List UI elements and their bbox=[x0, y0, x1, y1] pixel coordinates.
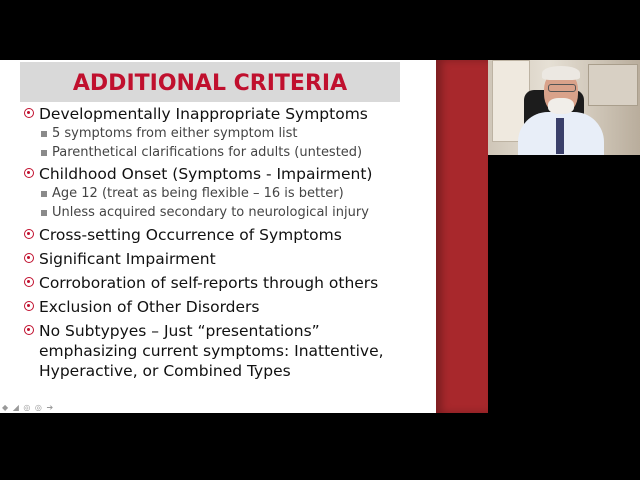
webcam-presenter-beard bbox=[548, 98, 574, 114]
sub-bullet-text: 5 symptoms from either symptom list bbox=[52, 126, 298, 141]
square-bullet-icon bbox=[41, 150, 47, 156]
square-bullet-icon bbox=[41, 131, 47, 137]
bullet-item bbox=[24, 225, 436, 245]
webcam-presenter-hair bbox=[542, 66, 580, 80]
bullet-text: Corroboration of self-reports through others bbox=[39, 274, 379, 292]
sub-bullet-item bbox=[24, 203, 436, 222]
webcam-presenter-glasses bbox=[548, 84, 576, 92]
bullet-icon bbox=[24, 325, 34, 335]
bullet-text: Cross-setting Occurrence of Symptoms bbox=[39, 226, 342, 244]
bullet-item bbox=[24, 164, 436, 184]
bullet-text: Childhood Onset (Symptoms - Impairment) bbox=[39, 165, 373, 183]
bullet-item bbox=[24, 321, 436, 381]
bullet-icon bbox=[24, 168, 34, 178]
bullet-text: Exclusion of Other Disorders bbox=[39, 298, 260, 316]
bullet-item bbox=[24, 104, 436, 124]
sub-bullet-item bbox=[24, 143, 436, 162]
webcam-presenter-tie bbox=[556, 118, 564, 154]
sub-bullet-item bbox=[24, 184, 436, 203]
sub-bullet-text: Parenthetical clarifications for adults (untested) bbox=[52, 145, 363, 160]
bullet-text: Significant Impairment bbox=[39, 250, 216, 268]
bullet-text-line: emphasizing current symptoms: Inattentive, bbox=[39, 342, 384, 360]
bullet-list bbox=[24, 104, 436, 381]
sub-bullet-text: Age 12 (treat as being flexible – 16 is better) bbox=[52, 186, 344, 201]
square-bullet-icon bbox=[41, 210, 47, 216]
sub-bullet-text: Unless acquired secondary to neurological injury bbox=[52, 205, 369, 220]
bullet-icon bbox=[24, 301, 34, 311]
bullet-text-line: No Subtypyes – Just “presentations” bbox=[39, 322, 320, 340]
presentation-slide bbox=[0, 60, 436, 413]
bullet-item bbox=[24, 273, 436, 293]
webcam-shelf bbox=[588, 64, 638, 106]
bullet-icon bbox=[24, 253, 34, 263]
title-bar bbox=[20, 62, 400, 102]
sub-bullet-item bbox=[24, 124, 436, 143]
slide-side-band bbox=[436, 60, 488, 413]
bullet-text: Developmentally Inappropriate Symptoms bbox=[39, 105, 368, 123]
bullet-icon bbox=[24, 229, 34, 239]
square-bullet-icon bbox=[41, 191, 47, 197]
bullet-item bbox=[24, 297, 436, 317]
bullet-icon bbox=[24, 108, 34, 118]
bullet-icon bbox=[24, 277, 34, 287]
slide-title: ADDITIONAL CRITERIA bbox=[72, 71, 348, 96]
bullet-text-line: Hyperactive, or Combined Types bbox=[39, 362, 291, 380]
bullet-item bbox=[24, 249, 436, 269]
slide-nav-controls[interactable]: ◆ ◢ ◎ ◎ ➔ bbox=[2, 403, 55, 412]
webcam-video bbox=[488, 60, 640, 155]
